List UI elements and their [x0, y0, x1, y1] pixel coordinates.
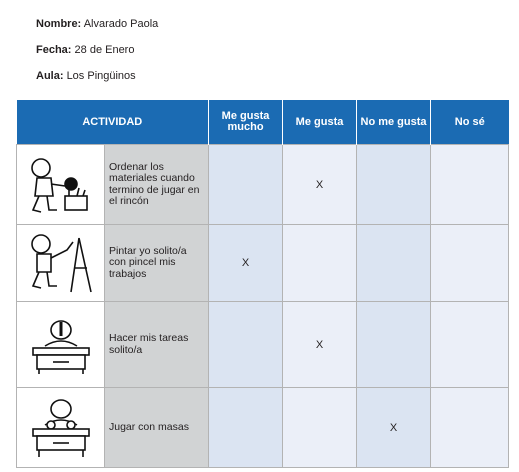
info-nombre — [36, 18, 158, 30]
cell-no-me-gusta[interactable] — [357, 145, 431, 225]
child-painting-easel-icon — [21, 230, 101, 296]
activity-illustration — [17, 225, 105, 302]
cell-no-me-gusta[interactable]: X — [357, 388, 431, 468]
cell-me-gusta[interactable] — [283, 388, 357, 468]
header-actividad: ACTIVIDAD — [17, 100, 209, 145]
activity-description: Jugar con masas — [105, 388, 209, 468]
cell-me-gusta-mucho[interactable] — [209, 388, 283, 468]
activity-description: Ordenar los materiales cuando termino de jugar en el rincón — [105, 145, 209, 225]
cell-me-gusta[interactable] — [283, 225, 357, 302]
table-row — [17, 225, 509, 302]
child-writing-desk-icon — [21, 312, 101, 378]
cell-no-me-gusta[interactable] — [357, 225, 431, 302]
header-no-se: No sé — [431, 100, 509, 145]
activity-illustration — [17, 145, 105, 225]
info-fecha — [36, 44, 134, 56]
header-me-gusta: Me gusta — [283, 100, 357, 145]
activity-description: Hacer mis tareas solito/a — [105, 302, 209, 388]
fecha-value: 28 de Enero — [74, 44, 135, 56]
info-aula — [36, 70, 136, 82]
child-playdough-desk-icon — [21, 395, 101, 461]
cell-no-se[interactable] — [431, 388, 509, 468]
activity-description: Pintar yo solito/a con pincel mis trabajos — [105, 225, 209, 302]
cell-no-se[interactable] — [431, 225, 509, 302]
activity-illustration — [17, 388, 105, 468]
nombre-value: Alvarado Paola — [83, 18, 159, 30]
table-row — [17, 302, 509, 388]
cell-me-gusta-mucho[interactable]: X — [209, 225, 283, 302]
fecha-label: Fecha: — [36, 44, 72, 56]
cell-me-gusta[interactable]: X — [283, 302, 357, 388]
aula-label: Aula: — [36, 70, 64, 82]
child-organizing-toys-icon — [21, 152, 101, 218]
cell-no-se[interactable] — [431, 145, 509, 225]
cell-me-gusta-mucho[interactable] — [209, 145, 283, 225]
cell-no-me-gusta[interactable] — [357, 302, 431, 388]
header-me-gusta-mucho: Me gusta mucho — [209, 100, 283, 145]
table-row — [17, 388, 509, 468]
cell-no-se[interactable] — [431, 302, 509, 388]
table-row — [17, 145, 509, 225]
activity-illustration — [17, 302, 105, 388]
nombre-label: Nombre: — [36, 18, 82, 30]
activity-table — [16, 100, 509, 468]
table-header-row — [17, 100, 509, 145]
cell-me-gusta[interactable]: X — [283, 145, 357, 225]
aula-value: Los Pingüinos — [66, 70, 136, 82]
header-no-me-gusta: No me gusta — [357, 100, 431, 145]
cell-me-gusta-mucho[interactable] — [209, 302, 283, 388]
